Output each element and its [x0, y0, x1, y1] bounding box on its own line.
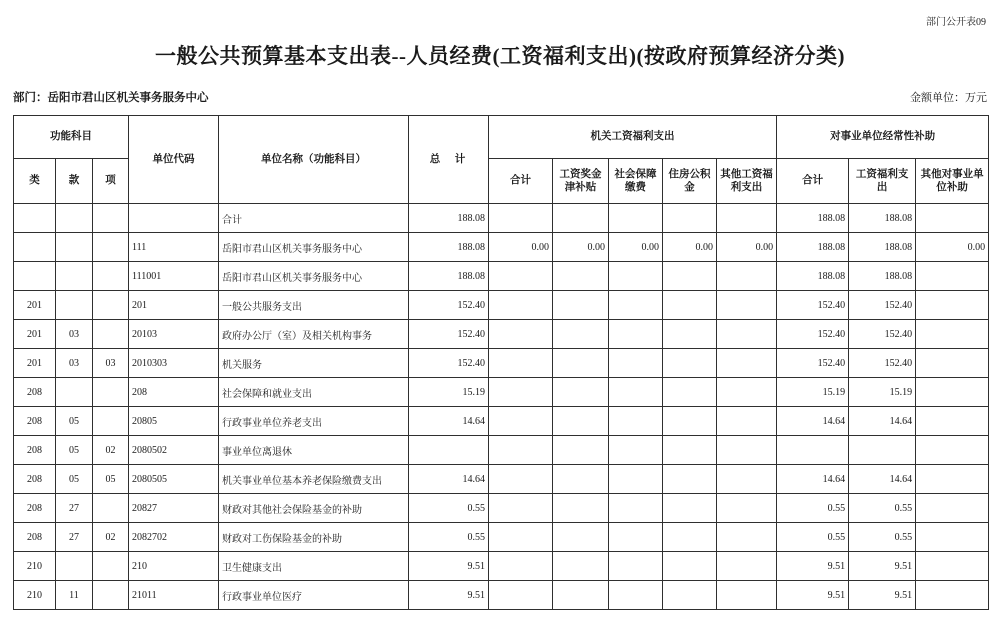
budget-table: [13, 115, 989, 610]
meta-line: [13, 89, 987, 105]
cell-kuan: 27: [56, 494, 93, 523]
cell-g1-0: [489, 291, 553, 320]
cell-g1-3: [663, 465, 717, 494]
cell-unit-code: [129, 204, 219, 233]
cell-kuan: 05: [56, 436, 93, 465]
header-xiang: 项: [93, 159, 129, 204]
table-row: [14, 233, 989, 262]
cell-kuan: 05: [56, 465, 93, 494]
cell-total: 0.55: [409, 494, 489, 523]
header-g1-housing-fund: 住房公积金: [663, 159, 717, 204]
cell-xiang: [93, 233, 129, 262]
cell-g2-1: 188.08: [849, 204, 916, 233]
cell-kuan: [56, 233, 93, 262]
cell-xiang: [93, 552, 129, 581]
cell-xiang: [93, 204, 129, 233]
cell-g1-4: [717, 465, 777, 494]
cell-g1-0: [489, 436, 553, 465]
cell-g1-4: [717, 291, 777, 320]
header-g1-heji: 合计: [489, 159, 553, 204]
cell-g1-0: [489, 349, 553, 378]
cell-g1-2: [609, 436, 663, 465]
page-title: 一般公共预算基本支出表--人员经费(工资福利支出)(按政府预算经济分类): [155, 44, 845, 68]
cell-lei: 208: [14, 523, 56, 552]
cell-g1-3: [663, 291, 717, 320]
cell-g1-1: [553, 581, 609, 610]
cell-xiang: [93, 262, 129, 291]
cell-g1-1: [553, 378, 609, 407]
cell-g2-0: 152.40: [777, 291, 849, 320]
table-row: [14, 378, 989, 407]
cell-unit-code: 2080502: [129, 436, 219, 465]
cell-xiang: [93, 407, 129, 436]
cell-g1-3: [663, 494, 717, 523]
cell-g1-2: [609, 581, 663, 610]
cell-g2-0: 0.55: [777, 523, 849, 552]
cell-g2-0: 188.08: [777, 204, 849, 233]
table-body: [14, 204, 989, 610]
cell-g2-1: 152.40: [849, 291, 916, 320]
cell-unit-name: 事业单位离退休: [219, 436, 409, 465]
cell-g1-3: [663, 552, 717, 581]
cell-unit-code: 20827: [129, 494, 219, 523]
header-g2-other: 其他对事业单位补助: [916, 159, 989, 204]
cell-xiang: 02: [93, 436, 129, 465]
cell-total: 188.08: [409, 233, 489, 262]
cell-unit-code: 2080505: [129, 465, 219, 494]
table-row: [14, 349, 989, 378]
cell-g2-2: [916, 204, 989, 233]
cell-unit-name: 社会保障和就业支出: [219, 378, 409, 407]
cell-xiang: 05: [93, 465, 129, 494]
cell-total: 152.40: [409, 320, 489, 349]
cell-g1-4: [717, 378, 777, 407]
cell-unit-name: 机关服务: [219, 349, 409, 378]
cell-kuan: 11: [56, 581, 93, 610]
cell-kuan: [56, 552, 93, 581]
cell-unit-code: 210: [129, 552, 219, 581]
cell-lei: 201: [14, 320, 56, 349]
cell-g2-0: 152.40: [777, 349, 849, 378]
table-number-label: 部门公开表09: [926, 17, 986, 28]
cell-g1-3: [663, 436, 717, 465]
cell-total: 14.64: [409, 465, 489, 494]
cell-kuan: [56, 291, 93, 320]
cell-lei: 208: [14, 436, 56, 465]
cell-xiang: [93, 320, 129, 349]
cell-g2-2: [916, 320, 989, 349]
cell-unit-code: 2010303: [129, 349, 219, 378]
cell-g1-3: [663, 581, 717, 610]
table-row: [14, 204, 989, 233]
department-label: 部门：岳阳市君山区机关事务服务中心: [13, 92, 209, 104]
cell-kuan: 05: [56, 407, 93, 436]
cell-g1-0: [489, 262, 553, 291]
cell-total: 15.19: [409, 378, 489, 407]
cell-g1-0: [489, 523, 553, 552]
cell-unit-code: 201: [129, 291, 219, 320]
cell-g2-0: 14.64: [777, 465, 849, 494]
cell-g1-0: [489, 378, 553, 407]
cell-g1-1: [553, 349, 609, 378]
cell-g2-1: 188.08: [849, 233, 916, 262]
cell-lei: [14, 233, 56, 262]
table-row: [14, 407, 989, 436]
cell-g1-0: [489, 552, 553, 581]
header-unit-name: 单位名称（功能科目）: [219, 116, 409, 204]
cell-g1-4: [717, 436, 777, 465]
header-func-group: 功能科目: [14, 116, 129, 159]
cell-g1-3: [663, 523, 717, 552]
cell-kuan: 03: [56, 320, 93, 349]
cell-g2-0: 15.19: [777, 378, 849, 407]
cell-g1-3: [663, 320, 717, 349]
cell-g2-0: 188.08: [777, 233, 849, 262]
cell-total: 188.08: [409, 204, 489, 233]
cell-lei: 210: [14, 581, 56, 610]
header-unit-code: 单位代码: [129, 116, 219, 204]
cell-g1-2: [609, 204, 663, 233]
cell-unit-name: 合计: [219, 204, 409, 233]
cell-unit-name: 行政事业单位医疗: [219, 581, 409, 610]
cell-g1-2: [609, 407, 663, 436]
cell-total: 152.40: [409, 291, 489, 320]
cell-unit-name: 行政事业单位养老支出: [219, 407, 409, 436]
cell-g2-1: 14.64: [849, 407, 916, 436]
cell-g2-2: [916, 494, 989, 523]
cell-lei: 208: [14, 407, 56, 436]
cell-g1-2: [609, 378, 663, 407]
cell-total: [409, 436, 489, 465]
table-row: [14, 552, 989, 581]
cell-kuan: [56, 262, 93, 291]
cell-g1-0: [489, 581, 553, 610]
cell-unit-name: 岳阳市君山区机关事务服务中心: [219, 262, 409, 291]
amount-unit-label: 金额单位：万元: [910, 92, 987, 104]
cell-g1-2: [609, 349, 663, 378]
cell-total: 0.55: [409, 523, 489, 552]
cell-g1-3: 0.00: [663, 233, 717, 262]
cell-g2-1: 152.40: [849, 349, 916, 378]
table-row: [14, 320, 989, 349]
cell-unit-code: 20805: [129, 407, 219, 436]
cell-g2-1: 14.64: [849, 465, 916, 494]
cell-xiang: [93, 291, 129, 320]
cell-g2-2: [916, 523, 989, 552]
table-row: [14, 262, 989, 291]
cell-unit-code: 20103: [129, 320, 219, 349]
cell-unit-name: 财政对其他社会保险基金的补助: [219, 494, 409, 523]
cell-g1-3: [663, 349, 717, 378]
cell-g1-1: [553, 262, 609, 291]
table-row: [14, 581, 989, 610]
cell-g1-2: [609, 494, 663, 523]
table-row: [14, 436, 989, 465]
cell-g1-4: [717, 494, 777, 523]
table-row: [14, 465, 989, 494]
table-header: [14, 116, 989, 204]
cell-g1-2: [609, 262, 663, 291]
cell-lei: 201: [14, 349, 56, 378]
cell-g1-4: [717, 581, 777, 610]
cell-g1-1: [553, 320, 609, 349]
cell-g2-1: 0.55: [849, 494, 916, 523]
cell-g1-4: [717, 349, 777, 378]
cell-xiang: [93, 378, 129, 407]
cell-g2-0: 9.51: [777, 552, 849, 581]
table-row: [14, 523, 989, 552]
header-g2-heji: 合计: [777, 159, 849, 204]
cell-g1-4: 0.00: [717, 233, 777, 262]
cell-lei: [14, 204, 56, 233]
cell-total: 188.08: [409, 262, 489, 291]
cell-unit-code: 111: [129, 233, 219, 262]
cell-unit-name: 卫生健康支出: [219, 552, 409, 581]
cell-g2-0: 14.64: [777, 407, 849, 436]
cell-g1-1: [553, 523, 609, 552]
cell-g1-1: 0.00: [553, 233, 609, 262]
cell-g1-2: [609, 320, 663, 349]
cell-g1-1: [553, 552, 609, 581]
cell-g1-1: [553, 407, 609, 436]
cell-g1-0: [489, 407, 553, 436]
cell-g2-0: 188.08: [777, 262, 849, 291]
cell-lei: 208: [14, 378, 56, 407]
cell-g1-3: [663, 262, 717, 291]
cell-g2-0: 152.40: [777, 320, 849, 349]
cell-g1-3: [663, 378, 717, 407]
cell-unit-code: 208: [129, 378, 219, 407]
cell-unit-name: 财政对工伤保险基金的补助: [219, 523, 409, 552]
header-group2: 对事业单位经常性补助: [777, 116, 989, 159]
table-row: [14, 494, 989, 523]
cell-kuan: [56, 378, 93, 407]
cell-g2-2: [916, 465, 989, 494]
cell-g1-4: [717, 204, 777, 233]
header-group1: 机关工资福利支出: [489, 116, 777, 159]
cell-g2-1: 0.55: [849, 523, 916, 552]
cell-g2-1: 9.51: [849, 581, 916, 610]
table-row: [14, 291, 989, 320]
cell-xiang: [93, 581, 129, 610]
cell-unit-name: 机关事业单位基本养老保险缴费支出: [219, 465, 409, 494]
cell-g1-1: [553, 204, 609, 233]
cell-g2-0: 9.51: [777, 581, 849, 610]
cell-g1-3: [663, 407, 717, 436]
cell-g1-2: [609, 552, 663, 581]
cell-g2-0: 0.55: [777, 494, 849, 523]
cell-kuan: [56, 204, 93, 233]
cell-g1-0: 0.00: [489, 233, 553, 262]
cell-unit-code: 21011: [129, 581, 219, 610]
cell-g1-4: [717, 262, 777, 291]
cell-g1-3: [663, 204, 717, 233]
header-g1-other: 其他工资福利支出: [717, 159, 777, 204]
cell-kuan: 27: [56, 523, 93, 552]
cell-unit-name: 一般公共服务支出: [219, 291, 409, 320]
cell-xiang: [93, 494, 129, 523]
cell-lei: [14, 262, 56, 291]
cell-g2-0: [777, 436, 849, 465]
cell-g1-0: [489, 465, 553, 494]
cell-g1-0: [489, 494, 553, 523]
cell-g2-1: 15.19: [849, 378, 916, 407]
header-total: 总 计: [409, 116, 489, 204]
cell-g2-2: 0.00: [916, 233, 989, 262]
cell-g1-1: [553, 465, 609, 494]
cell-total: 152.40: [409, 349, 489, 378]
cell-lei: 208: [14, 465, 56, 494]
cell-g1-2: 0.00: [609, 233, 663, 262]
cell-g2-1: 9.51: [849, 552, 916, 581]
cell-unit-name: 岳阳市君山区机关事务服务中心: [219, 233, 409, 262]
cell-g2-2: [916, 581, 989, 610]
header-g1-wage-bonus: 工资奖金津补贴: [553, 159, 609, 204]
cell-xiang: 02: [93, 523, 129, 552]
cell-kuan: 03: [56, 349, 93, 378]
cell-g2-2: [916, 552, 989, 581]
header-lei: 类: [14, 159, 56, 204]
cell-g1-1: [553, 291, 609, 320]
cell-g2-2: [916, 436, 989, 465]
header-g1-social-security: 社会保障缴费: [609, 159, 663, 204]
header-kuan: 款: [56, 159, 93, 204]
header-g2-wage-welfare: 工资福利支出: [849, 159, 916, 204]
cell-g1-2: [609, 465, 663, 494]
cell-xiang: 03: [93, 349, 129, 378]
cell-g2-2: [916, 262, 989, 291]
cell-g1-0: [489, 320, 553, 349]
cell-lei: 210: [14, 552, 56, 581]
cell-g1-4: [717, 407, 777, 436]
cell-g2-1: [849, 436, 916, 465]
cell-g2-2: [916, 378, 989, 407]
cell-g1-2: [609, 523, 663, 552]
cell-g1-2: [609, 291, 663, 320]
cell-g1-4: [717, 320, 777, 349]
cell-total: 9.51: [409, 581, 489, 610]
cell-g1-0: [489, 204, 553, 233]
cell-g2-1: 152.40: [849, 320, 916, 349]
cell-g2-1: 188.08: [849, 262, 916, 291]
cell-g2-2: [916, 407, 989, 436]
cell-g1-4: [717, 523, 777, 552]
cell-g2-2: [916, 291, 989, 320]
cell-unit-code: 111001: [129, 262, 219, 291]
cell-total: 9.51: [409, 552, 489, 581]
cell-g1-1: [553, 436, 609, 465]
cell-unit-name: 政府办公厅（室）及相关机构事务: [219, 320, 409, 349]
cell-g1-4: [717, 552, 777, 581]
cell-lei: 208: [14, 494, 56, 523]
cell-g2-2: [916, 349, 989, 378]
cell-lei: 201: [14, 291, 56, 320]
cell-total: 14.64: [409, 407, 489, 436]
cell-unit-code: 2082702: [129, 523, 219, 552]
cell-g1-1: [553, 494, 609, 523]
